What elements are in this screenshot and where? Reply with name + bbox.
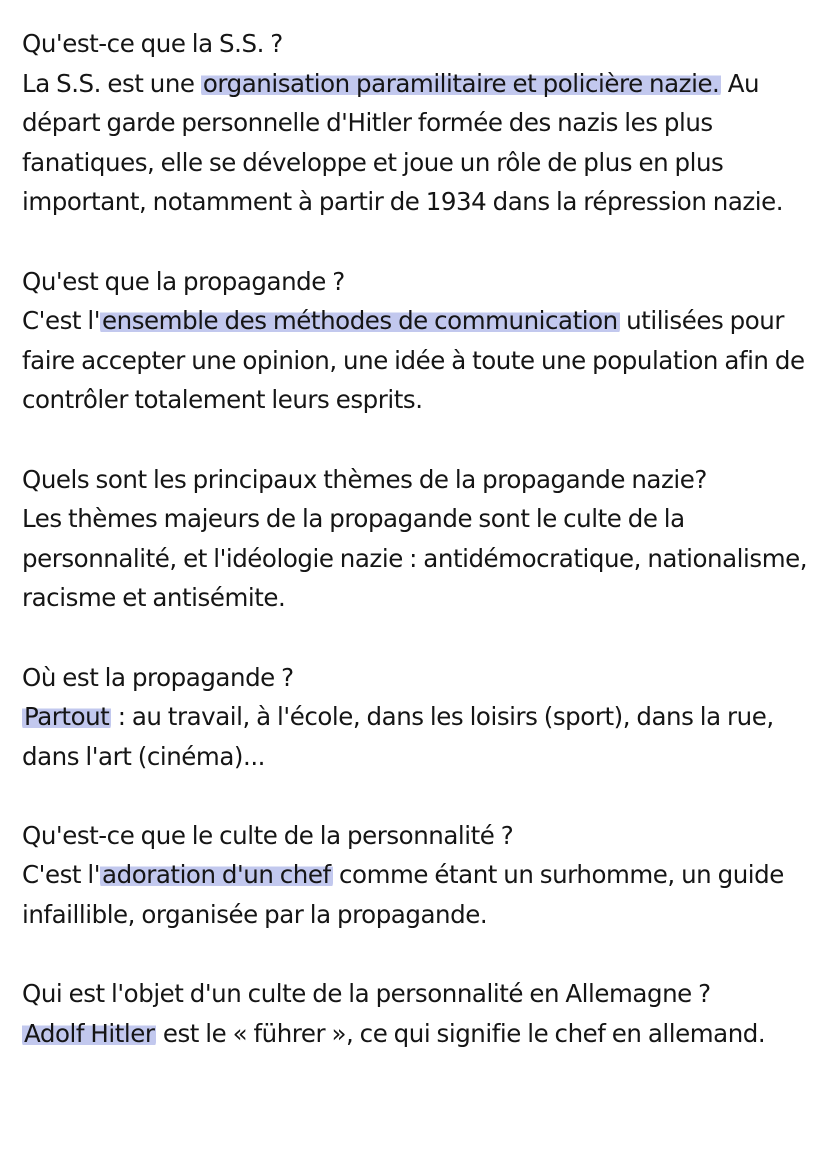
qa-block-hitler bbox=[22, 974, 812, 1053]
notes-page bbox=[22, 24, 812, 1093]
answer-text bbox=[22, 1014, 812, 1054]
highlighted-phrase: Partout bbox=[24, 702, 110, 732]
question-text: Quels sont les principaux thèmes de la propagande nazie? bbox=[22, 464, 707, 494]
highlighted-phrase: Adolf Hitler bbox=[24, 1018, 155, 1048]
answer-text bbox=[22, 64, 812, 222]
answer-text bbox=[22, 301, 812, 420]
answer-text bbox=[22, 855, 812, 934]
answer-text bbox=[22, 697, 812, 776]
qa-block-culte bbox=[22, 816, 812, 935]
answer-suffix: Au départ garde personnelle d'Hitler formée des nazis les plus fanatiques, elle se développe et joue un rôle de plus en plus important, notamment à partir de 1934 dans la répression nazie. bbox=[22, 68, 784, 217]
qa-block-ou bbox=[22, 658, 812, 777]
highlighted-phrase: adoration d'un chef bbox=[102, 860, 331, 890]
answer-prefix: C'est l' bbox=[22, 306, 101, 336]
answer-suffix: comme étant un surhomme, un guide infaillible, organisée par la propagande. bbox=[22, 860, 784, 930]
highlighted-phrase: organisation paramilitaire et policière nazie. bbox=[202, 68, 720, 98]
answer-suffix: : au travail, à l'école, dans les loisirs (sport), dans la rue, dans l'art (cinéma)... bbox=[22, 702, 774, 771]
answer-prefix: C'est l' bbox=[22, 860, 101, 890]
question-text: Qu'est-ce que le culte de la personnalité ? bbox=[22, 820, 514, 850]
question-text: Où est la propagande ? bbox=[22, 662, 294, 692]
highlighted-phrase: ensemble des méthodes de communication bbox=[102, 306, 618, 336]
answer-text: Les thèmes majeurs de la propagande sont le culte de la personnalité, et l'idéologie nazie : antidémocratique, nationalisme, racisme et antisémite. bbox=[22, 504, 808, 613]
question-text: Qu'est que la propagande ? bbox=[22, 266, 345, 296]
answer-prefix: La S.S. est une bbox=[22, 68, 195, 98]
question-text: Qu'est-ce que la S.S. ? bbox=[22, 29, 283, 58]
answer-suffix: utilisées pour faire accepter une opinion, une idée à toute une population afin de contrôler totalement leurs esprits. bbox=[22, 306, 805, 415]
qa-block-ss bbox=[22, 24, 812, 222]
qa-block-themes bbox=[22, 460, 812, 618]
qa-block-propagande bbox=[22, 262, 812, 420]
answer-suffix: est le « führer », ce qui signifie le chef en allemand. bbox=[162, 1018, 766, 1048]
question-text: Qui est l'objet d'un culte de la personnalité en Allemagne ? bbox=[22, 979, 711, 1009]
